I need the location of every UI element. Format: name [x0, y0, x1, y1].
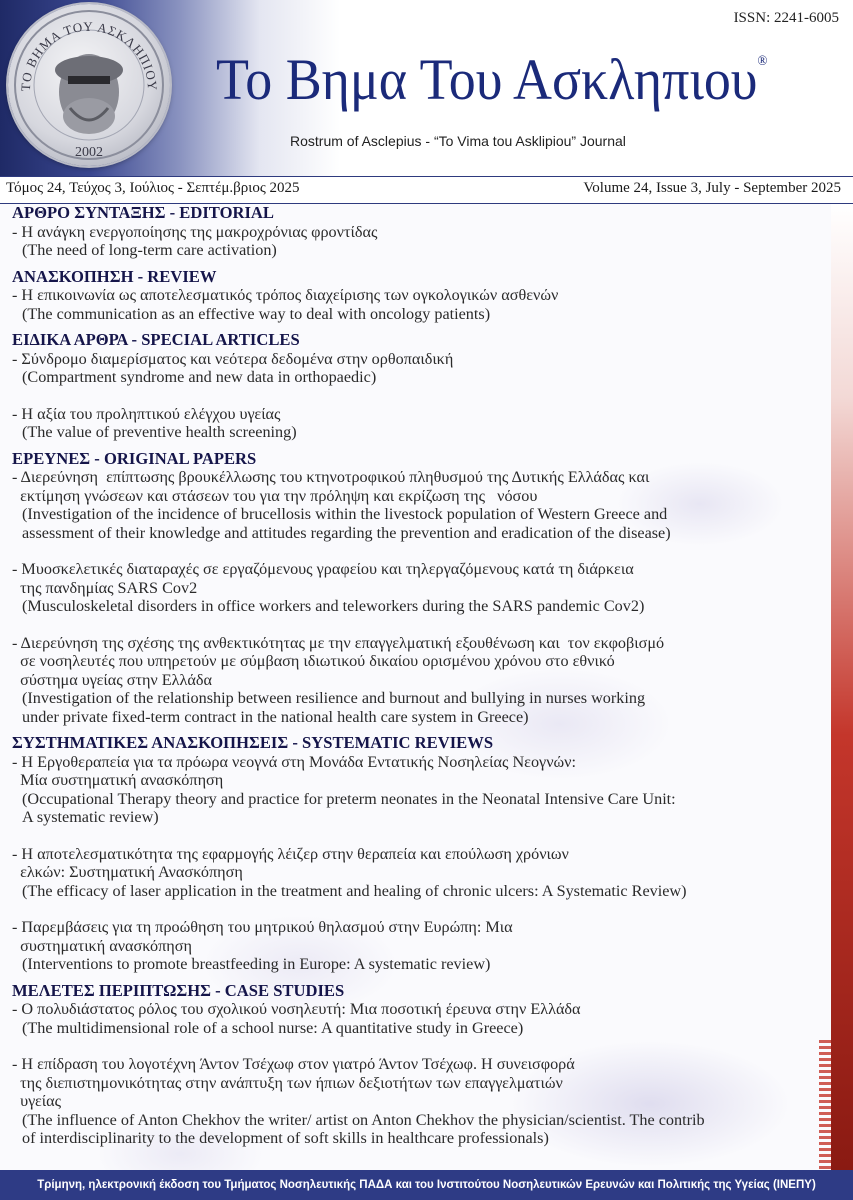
- article-title-greek: ελκών: Συστηματική Ανασκόπηση: [12, 863, 243, 881]
- issue-bar: [0, 176, 853, 205]
- toc-entry[interactable]: [12, 468, 832, 542]
- article-title-english: of interdisciplinarity to the development of soft skills in healthcare professionals): [22, 1129, 549, 1147]
- article-title-greek: - Η επίδραση του λογοτέχνη Άντον Τσέχωφ στον γιατρό Άντον Τσέχωφ. Η συνεισφορά: [12, 1055, 575, 1073]
- issue-info-english: Volume 24, Issue 3, July - September 2025: [583, 180, 841, 196]
- article-title-greek: σε νοσηλευτές που υπηρετούν με σύμβαση ιδιωτικού δικαίου ορισμένου χρόνου στο εθνικό: [12, 652, 615, 670]
- table-of-contents: [12, 204, 832, 1156]
- article-title-english: (Occupational Therapy theory and practice for preterm neonates in the Neonatal Intensive Care Unit:: [22, 789, 676, 808]
- issue-info-greek: Τόμος 24, Τεύχος 3, Ιούλιος - Σεπτέμ.βριος 2025: [6, 180, 300, 196]
- entry-spacer: [12, 827, 832, 845]
- issn-number: ISSN: 2241-6005: [733, 10, 839, 26]
- article-title-greek: - Η αποτελεσματικότητα της εφαρμογής λέιζερ στην θεραπεία και επούλωση χρόνιων: [12, 844, 569, 863]
- article-title-greek: συστηματική ανασκόπηση: [12, 936, 192, 955]
- article-title-english: (Investigation of the relationship between resilience and burnout and bullying in nurses working: [22, 689, 646, 707]
- article-title-greek: - Η ανάγκη ενεργοποίησης της μακροχρόνιας φροντίδας: [12, 222, 378, 241]
- toc-entry[interactable]: [12, 753, 832, 827]
- article-title-english: assessment of their knowledge and attitudes regarding the prevention and eradication of the disease): [22, 523, 671, 542]
- section-title: ΑΡΘΡΟ ΣΥΝΤΑΞΗΣ - EDITORIAL: [12, 203, 274, 222]
- article-title-greek: - Η Εργοθεραπεία για τα πρόωρα νεογνά στη Μονάδα Εντατικής Νοσηλείας Νεογνών:: [12, 752, 576, 771]
- journal-title: [216, 46, 767, 113]
- toc-entry[interactable]: [12, 918, 832, 974]
- article-title-greek: της πανδημίας SARS Cov2: [12, 578, 198, 597]
- section-title: ΣΥΣΤΗΜΑΤΙΚΕΣ ΑΝΑΣΚΟΠΗΣΕΙΣ - SYSTEMATIC REVIEWS: [12, 733, 494, 752]
- article-title-greek: - Η επικοινωνία ως αποτελεσματικός τρόπος διαχείρισης των ογκολογικών ασθενών: [12, 286, 559, 304]
- toc-entry[interactable]: [12, 634, 832, 727]
- article-title-greek: - Η αξία του προληπτικού ελέγχου υγείας: [12, 404, 281, 423]
- article-title-english: (Interventions to promote breastfeeding in Europe: A systematic review): [22, 955, 491, 973]
- publisher-footer: Τρίμηνη, ηλεκτρονική έκδοση του Τμήματος Νοσηλευτικής ΠΑΔΑ και του Ινστιτούτου Νοσηλευτικών Ερευνών και Πολιτικής της Υγείας (ΙΝΕΠΥ): [0, 1170, 853, 1200]
- journal-logo: [8, 4, 170, 166]
- article-title-english: (The efficacy of laser application in the treatment and healing of chronic ulcers: A Systematic Review): [22, 881, 687, 900]
- article-title-english: (The value of preventive health screening): [22, 423, 297, 441]
- article-title-greek: υγείας: [12, 1092, 62, 1110]
- toc-entry[interactable]: [12, 350, 832, 387]
- section-title: ΜΕΛΕΤΕΣ ΠΕΡΙΠΤΩΣΗΣ - CASE STUDIES: [12, 980, 345, 1000]
- toc-entry[interactable]: [12, 405, 832, 442]
- journal-title-text: Το Βημα Του Ασκληπιου: [216, 47, 758, 112]
- toc-entry[interactable]: [12, 845, 832, 901]
- article-title-greek: σύστημα υγείας στην Ελλάδα: [12, 670, 212, 689]
- asclepius-head-icon: [8, 4, 170, 166]
- article-title-english: (Investigation of the incidence of brucellosis within the livestock population of Western Greece and: [22, 505, 668, 523]
- article-title-greek: της διεπιστημονικότητας στην ανάπτυξη των ήπιων δεξιοτήτων των επαγγελματιών: [12, 1073, 563, 1092]
- journal-header: [0, 0, 853, 176]
- entry-spacer: [12, 542, 832, 560]
- article-title-english: (Compartment syndrome and new data in orthopaedic): [22, 368, 377, 386]
- article-title-greek: - Σύνδρομο διαμερίσματος και νεότερα δεδομένα στην ορθοπαιδική: [12, 349, 454, 368]
- toc-entry[interactable]: [12, 286, 832, 323]
- article-title-english: (The communication as an effective way to deal with oncology patients): [22, 304, 491, 323]
- logo-ring-text: ΤΟ ΒΗΜΑ ΤΟΥ ΑΣΚΛΗΠΙΟΥ: [17, 18, 161, 92]
- toc-entry[interactable]: [12, 1055, 832, 1148]
- article-title-english: (Musculoskeletal disorders in office workers and teleworkers during the SARS pandemic Cov2): [22, 597, 645, 615]
- section-title: ΕΙΔΙΚΑ ΑΡΘΡΑ - SPECIAL ARTICLES: [12, 330, 300, 349]
- logo-year: 2002: [75, 145, 103, 160]
- registered-mark: ®: [757, 54, 768, 69]
- section-title: ΑΝΑΣΚΟΠΗΣΗ - REVIEW: [12, 266, 217, 286]
- article-title-greek: - Παρεμβάσεις για τη προώθηση του μητρικού θηλασμού στην Ευρώπη: Μια: [12, 918, 513, 936]
- article-title-english: (The multidimensional role of a school nurse: A quantitative study in Greece): [22, 1018, 524, 1037]
- article-title-english: (The influence of Anton Chekhov the writer/ artist on Anton Chekhov the physician/scientist. The contrib: [22, 1110, 705, 1129]
- section-title: ΕΡΕΥΝΕΣ - ORIGINAL PAPERS: [12, 448, 257, 468]
- article-title-greek: Μία συστηματική ανασκόπηση: [12, 771, 224, 789]
- toc-entry[interactable]: [12, 1000, 832, 1037]
- article-title-greek: - Διερεύνηση επίπτωσης βρουκέλλωσης του κτηνοτροφικού πληθυσμού της Δυτικής Ελλάδας και: [12, 468, 650, 486]
- journal-subtitle: Rostrum of Asclepius - “To Vima tou Asklipiou” Journal: [290, 133, 626, 149]
- article-title-english: A systematic review): [22, 808, 159, 826]
- decorative-right-bar: [831, 204, 853, 1170]
- article-title-greek: - Μυοσκελετικές διαταραχές σε εργαζόμενους γραφείου και τηλεργαζόμενους κατά τη διάρκεια: [12, 560, 634, 578]
- toc-entry[interactable]: [12, 560, 832, 616]
- toc-entry[interactable]: [12, 223, 832, 260]
- article-title-english: (The need of long-term care activation): [22, 241, 277, 259]
- entry-spacer: [12, 1037, 832, 1055]
- article-title-greek: - Διερεύνηση της σχέσης της ανθεκτικότητας με την επαγγελματική εξουθένωση και τον εκφοβισμό: [12, 633, 665, 652]
- entry-spacer: [12, 616, 832, 634]
- section-spacer: [12, 1148, 832, 1156]
- article-title-english: under private fixed-term contract in the national health care system in Greece): [22, 707, 529, 726]
- entry-spacer: [12, 387, 832, 405]
- article-title-greek: εκτίμηση γνώσεων και στάσεων του για την πρόληψη και εκρίζωση της νόσου: [12, 486, 538, 505]
- article-title-greek: - Ο πολυδιάστατος ρόλος του σχολικού νοσηλευτή: Μια ποσοτική έρευνα στην Ελλάδα: [12, 1000, 581, 1018]
- entry-spacer: [12, 900, 832, 918]
